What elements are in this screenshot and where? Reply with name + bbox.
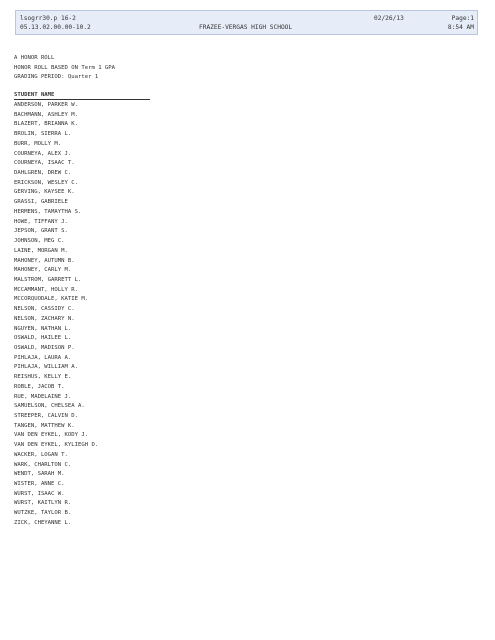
student-name-row: WISTER, ANNE C.: [14, 481, 65, 488]
student-name-row: NGUYEN, NATHAN L.: [14, 325, 72, 332]
student-name-row: GERVING, KAYSEE K.: [14, 189, 75, 196]
student-name-row: VAN DEN EYKEL, KODY J.: [14, 432, 89, 439]
student-name-row: WURST, ISAAC W.: [14, 490, 65, 497]
student-name-row: WUTZKE, TAYLOR B.: [14, 510, 72, 517]
student-name-row: GRASSI, GABRIELE: [14, 199, 68, 206]
student-name-row: COURNEYA, ALEX J.: [14, 150, 72, 157]
student-name-row: MAHONEY, AUTUMN B.: [14, 257, 75, 264]
student-name-row: JEPSON, GRANT S.: [14, 228, 68, 235]
student-name-row: ANDERSON, PARKER W.: [14, 102, 78, 108]
student-name-row: HOWE, TIFFANY J.: [14, 218, 68, 225]
report-date: 02/26/13: [374, 15, 404, 22]
student-name-row: PIHLAJA, LAURA A.: [14, 354, 72, 361]
student-name-row: ERICKSON, WESLEY C.: [14, 179, 78, 186]
student-name-row: OSWALD, HAILEE L.: [14, 335, 72, 342]
student-name-row: WACKER, LOGAN T.: [14, 451, 68, 458]
school-name: FRAZEE-VERGAS HIGH SCHOOL: [199, 24, 293, 31]
report-basis: HONOR ROLL BASED ON Term 1 GPA: [14, 64, 116, 71]
report-info: [14, 54, 115, 83]
student-name-row: VAN DEN EYKEL, KYLIEGH D.: [14, 442, 99, 449]
column-header-student-name: STUDENT NAME: [14, 92, 150, 100]
student-name-row: OSWALD, MADISON P.: [14, 344, 75, 351]
student-name-row: STREEPER, CALVIN D.: [14, 413, 78, 419]
student-name-row: LAINE, MORGAN M.: [14, 247, 68, 254]
student-name-row: REISHUS, KELLY E.: [14, 374, 72, 381]
report-version: 05.13.02.00.00-10.2: [20, 24, 91, 31]
student-name-row: DAHLGREN, DREW C.: [14, 170, 72, 177]
student-name-row: WENDT, SARAH M.: [14, 471, 65, 478]
student-name-row: WURST, KAITLYN R.: [14, 500, 72, 507]
report-header: [15, 10, 478, 35]
student-name-row: TANGEN, MATTHEW K.: [14, 422, 75, 429]
student-name-row: BACHMANN, ASHLEY M.: [14, 111, 78, 118]
student-name-row: NELSON, ZACHARY N.: [14, 315, 75, 322]
student-name-row: MCCORQUODALE, KATIE M.: [14, 296, 89, 303]
student-name-row: WARK, CHARLTON C.: [14, 461, 72, 468]
student-name-row: JOHNSON, MEG C.: [14, 238, 65, 245]
report-time: 8:54 AM: [447, 24, 474, 31]
student-list: [14, 101, 98, 529]
student-name-row: MCCAMMANT, HOLLY R.: [14, 286, 78, 293]
student-name-row: PIHLAJA, WILLIAM A.: [14, 364, 78, 371]
student-name-row: MALSTROM, GARRETT L.: [14, 276, 82, 283]
report-title: A HONOR ROLL: [14, 55, 55, 61]
student-name-row: BLAZERT, BRIANNA K.: [14, 121, 78, 128]
student-name-row: ROBLE, JACOB T.: [14, 383, 65, 390]
student-name-row: BURR, MOLLY M.: [14, 140, 62, 147]
student-name-row: SAMUELSON, CHELSEA A.: [14, 403, 85, 410]
student-name-row: BROLIN, SIERRA L.: [14, 131, 72, 138]
report-id: lsogrr30.p 16-2: [20, 15, 76, 22]
student-name-row: MAHONEY, CARLY M.: [14, 267, 72, 274]
student-name-row: NELSON, CASSIDY C.: [14, 306, 75, 313]
student-name-row: RUE, MADELAINE J.: [14, 393, 72, 400]
student-name-row: ZICK, CHEYANNE L.: [14, 519, 72, 526]
page-number: Page:1: [451, 15, 474, 22]
student-name-row: HERMENS, TAMAYTHA S.: [14, 208, 82, 215]
student-name-row: COURNEYA, ISAAC T.: [14, 160, 75, 167]
grading-period: GRADING PERIOD: Quarter 1: [14, 74, 99, 81]
